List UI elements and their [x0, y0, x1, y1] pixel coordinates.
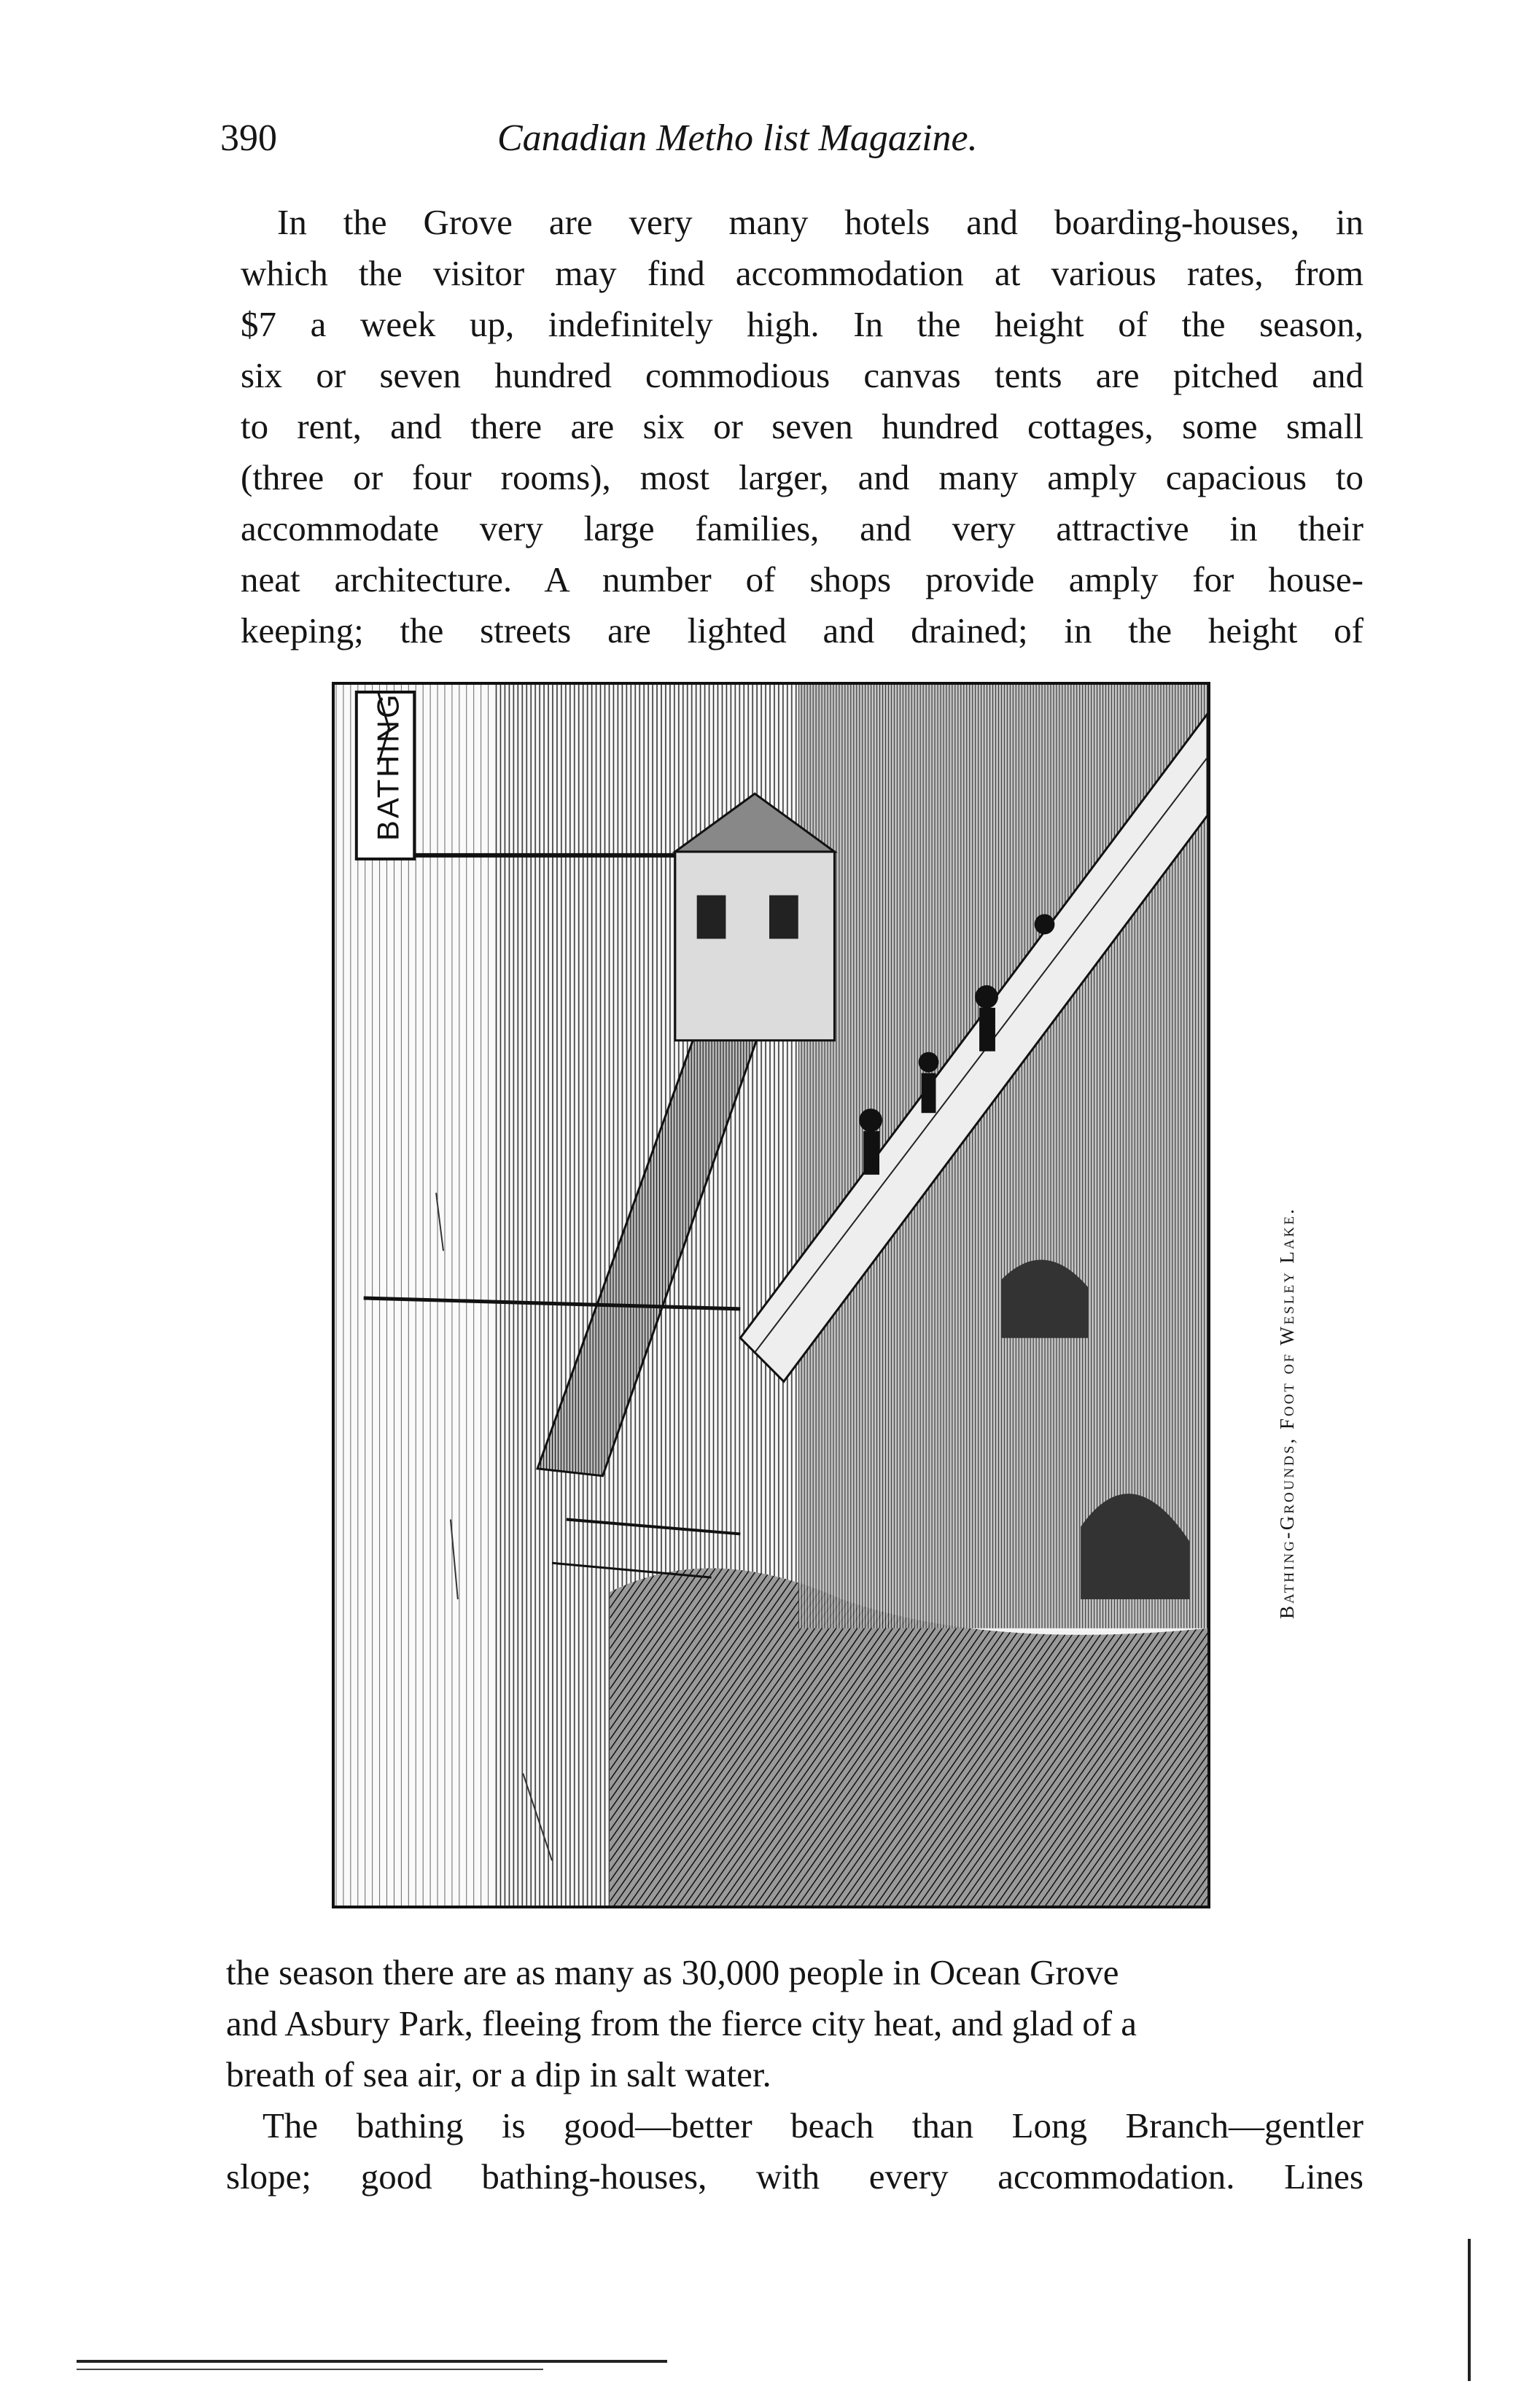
flag-label: BATHING [370, 692, 405, 841]
text-line: (three or four rooms), most larger, and many amply capacious to [241, 457, 1364, 497]
scan-edge-rule [77, 2360, 667, 2363]
text-line: breath of sea air, or a dip in salt water. [226, 2054, 771, 2094]
text-line: slope; good bathing-houses, with every accommodation. Lines [226, 2156, 1364, 2197]
scan-edge-rule [77, 2369, 543, 2370]
text-line: which the visitor may find accommodation at various rates, from [241, 253, 1364, 293]
text-line: the season there are as many as 30,000 people in Ocean Grove [226, 1952, 1119, 1992]
paragraph-bathing [226, 2100, 1364, 2202]
text-line: accommodate very large families, and very attractive in their [241, 508, 1364, 548]
text-line: neat architecture. A number of shops provide amply for house- [241, 559, 1364, 599]
text-line: In the Grove are very many hotels and boarding-houses, in [277, 202, 1364, 242]
paragraph-hotels [241, 197, 1364, 656]
engraving-bathing-grounds [332, 682, 1210, 1908]
text-line: six or seven hundred commodious canvas tents are pitched and [241, 355, 1364, 395]
engraving-illustration [335, 685, 1207, 1906]
page-header [220, 117, 1110, 168]
text-line: The bathing is good—better beach than Long Branch—gentler [262, 2105, 1364, 2145]
figure-caption: Bathing-Grounds, Foot of Wesley Lake. [1276, 1207, 1298, 1619]
paragraph-season [226, 1947, 1364, 2100]
running-title: Canadian Metho list Magazine. [497, 117, 978, 159]
text-line: and Asbury Park, fleeing from the fierce city heat, and glad of a [226, 2003, 1137, 2043]
margin-mark [1468, 2239, 1471, 2381]
text-line: $7 a week up, indefinitely high. In the height of the season, [241, 304, 1364, 344]
text-line: keeping; the streets are lighted and drained; in the height of [241, 610, 1364, 650]
page-number: 390 [220, 117, 277, 159]
text-line: to rent, and there are six or seven hundred cottages, some small [241, 406, 1364, 446]
